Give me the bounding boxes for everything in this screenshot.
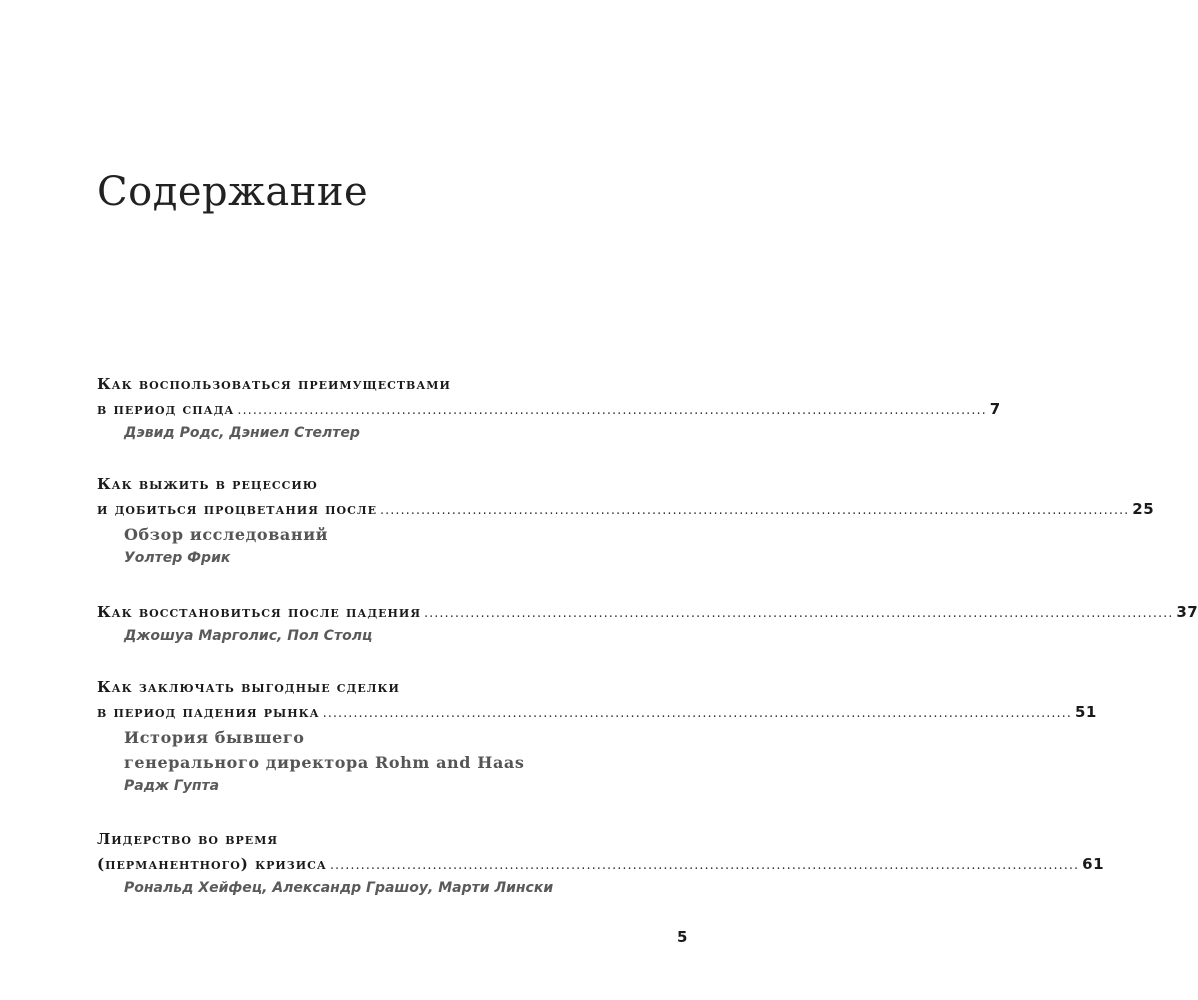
toc-entry-title-line: Как заключать выгодные сделки bbox=[97, 678, 400, 696]
toc-entry-subtitle: генерального директора Rohm and Haas bbox=[124, 753, 525, 772]
toc-entry-authors: Рональд Хейфец, Александр Грашоу, Марти Лински bbox=[124, 880, 554, 896]
toc-entry-authors: Дэвид Родс, Дэниел Стелтер bbox=[124, 425, 360, 441]
toc-entry-authors: Радж Гупта bbox=[124, 778, 220, 794]
toc-entry[interactable] bbox=[97, 675, 1097, 797]
toc-page-number[interactable]: 61 bbox=[1082, 855, 1105, 873]
toc-entry[interactable] bbox=[97, 600, 1198, 647]
toc-entry-title-line: и добиться процветания после bbox=[97, 500, 377, 518]
toc-page-number[interactable]: 37 bbox=[1176, 603, 1198, 621]
toc-entry-title-line: в период спада bbox=[97, 400, 235, 418]
toc-page-number[interactable]: 51 bbox=[1074, 703, 1097, 721]
toc-entry-title-row bbox=[97, 852, 1105, 877]
page-title: Содержание bbox=[97, 168, 369, 215]
toc-entry-title-line: (перманентного) кризиса bbox=[97, 855, 327, 873]
toc-entry-title-line: Как восстановиться после падения bbox=[97, 603, 422, 621]
toc-entry-title-line: Лидерство во время bbox=[97, 830, 279, 848]
dot-leader: .................................................................................................................................................. bbox=[322, 706, 1072, 721]
dot-leader: .................................................................................................................................................. bbox=[424, 606, 1174, 621]
toc-entry-title-row bbox=[97, 600, 1198, 625]
toc-entry[interactable] bbox=[97, 372, 1001, 444]
toc-entry-title-line: Как выжить в рецессию bbox=[97, 475, 318, 493]
toc-entry-title-line: Как воспользоваться преимуществами bbox=[97, 375, 451, 393]
toc-entry-title-row bbox=[97, 397, 1001, 422]
page-number: 5 bbox=[677, 928, 688, 946]
toc-page-number[interactable]: 7 bbox=[989, 400, 1001, 418]
toc-entry-subtitle: История бывшего bbox=[124, 728, 305, 747]
toc-entry-authors: Джошуа Марголис, Пол Столц bbox=[124, 628, 373, 644]
toc-entry-title-line: в период падения рынка bbox=[97, 703, 320, 721]
toc-page-number[interactable]: 25 bbox=[1132, 500, 1155, 518]
toc-entry-authors: Уолтер Фрик bbox=[124, 550, 231, 566]
dot-leader: .................................................................................................................................................. bbox=[237, 403, 987, 418]
dot-leader: .................................................................................................................................................. bbox=[329, 858, 1080, 873]
toc-entry-subtitle: Обзор исследований bbox=[124, 525, 329, 544]
toc-entry-title-row bbox=[97, 497, 1155, 522]
dot-leader: .................................................................................................................................................. bbox=[379, 503, 1130, 518]
toc-entry[interactable] bbox=[97, 827, 1105, 899]
toc-entry[interactable] bbox=[97, 472, 1155, 569]
toc-entry-title-row bbox=[97, 700, 1097, 725]
